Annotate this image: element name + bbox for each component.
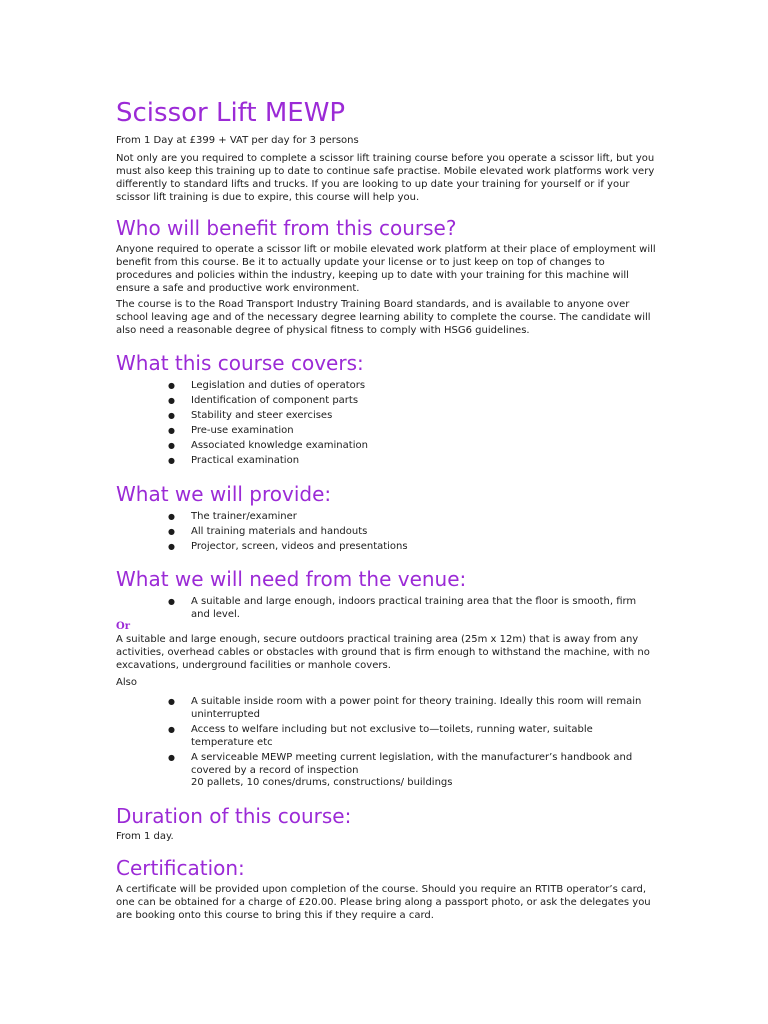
list-item: ● All training materials and handouts <box>116 524 656 539</box>
page-title: Scissor Lift MEWP <box>116 98 346 128</box>
list-item: ● Identification of component parts <box>116 393 656 408</box>
benefit-heading: Who will benefit from this course? <box>116 216 457 240</box>
list-item: ● Legislation and duties of operators <box>116 378 656 393</box>
list-item: ● A serviceable MEWP meeting current legislation, with the manufacturer’s handbook and covered by a record of inspection <box>116 751 656 777</box>
list-item: ● Associated knowledge examination <box>116 438 656 453</box>
venue-extra-line: 20 pallets, 10 cones/drums, constructions/ buildings <box>191 777 453 788</box>
covers-list <box>116 378 656 468</box>
list-item: ● Pre-use examination <box>116 423 656 438</box>
venue-heading: What we will need from the venue: <box>116 567 467 591</box>
price-line: From 1 Day at £399 + VAT per day for 3 persons <box>116 135 359 146</box>
provide-list <box>116 509 656 554</box>
benefit-paragraph-2: The course is to the Road Transport Industry Training Board standards, and is available to anyone over school leaving age and of the necessary degree learning ability to complete the course. The candidate will also need a reasonable degree of physical fitness to comply with HSG6 guidelines. <box>116 299 651 336</box>
intro-paragraph: Not only are you required to complete a scissor lift training course before you operate a scissor lift, but you must also keep this training up to date to continue safe practise. Mobile elevated work platforms work very differently to standard lifts and trucks. If you are looking to up date your training for yourself or if your scissor lift training is due to expire, this course will help you. <box>116 153 655 203</box>
certification-text: A certificate will be provided upon completion of the course. Should you require an RTITB operator’s card, one can be obtained for a charge of £20.00. Please bring along a passport photo, or ask the delegates you are booking onto this course to bring this if they require a card. <box>116 884 651 921</box>
certification-heading: Certification: <box>116 856 245 880</box>
list-item: ● A suitable and large enough, indoors practical training area that the floor is smooth, firm and level. <box>116 595 656 621</box>
list-item: ● Stability and steer exercises <box>116 408 656 423</box>
list-item: ● Practical examination <box>116 453 656 468</box>
duration-text: From 1 day. <box>116 831 174 842</box>
provide-heading: What we will provide: <box>116 482 332 506</box>
list-item: ● A suitable inside room with a power point for theory training. Ideally this room will remain uninterrupted <box>116 695 656 721</box>
list-item: ● Projector, screen, videos and presentations <box>116 539 656 554</box>
list-item: ● Access to welfare including but not exclusive to—toilets, running water, suitable temperature etc <box>116 723 656 749</box>
also-label: Also <box>116 677 137 688</box>
covers-heading: What this course covers: <box>116 351 364 375</box>
outdoor-paragraph: A suitable and large enough, secure outdoors practical training area (25m x 12m) that is away from any activities, overhead cables or obstacles with ground that is firm enough to withstand the machine, with no excavations, underground facilities or manhole covers. <box>116 634 650 671</box>
benefit-paragraph-1: Anyone required to operate a scissor lift or mobile elevated work platform at their place of employment will benefit from this course. Be it to actually update your license or to just keep on top of changes to procedures and policies within the industry, keeping up to date with your training for this machine will ensure a safe and productive work environment. <box>116 244 656 294</box>
venue-requirements-list <box>116 695 656 779</box>
or-label: Or <box>116 621 130 632</box>
duration-heading: Duration of this course: <box>116 804 352 828</box>
list-item: ● The trainer/examiner <box>116 509 656 524</box>
venue-indoor-list <box>116 595 656 623</box>
